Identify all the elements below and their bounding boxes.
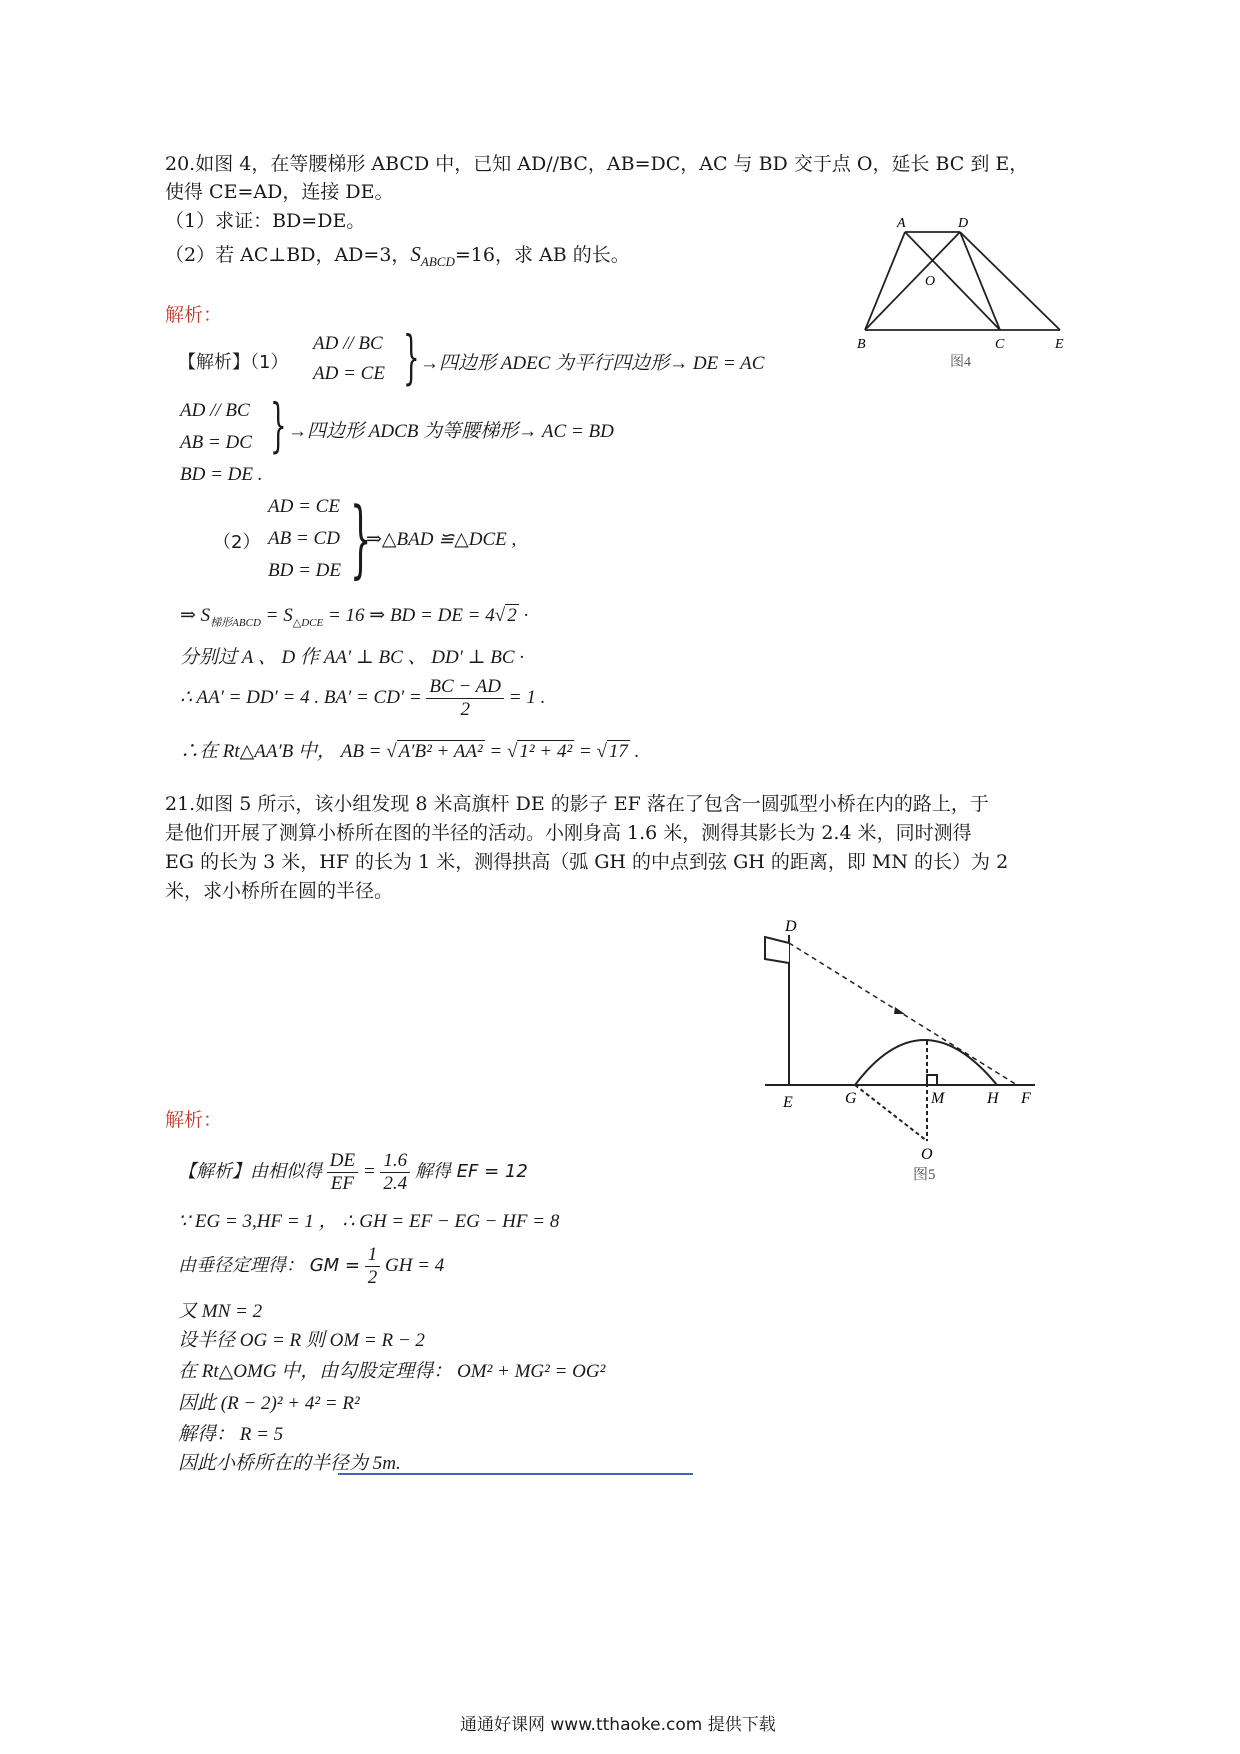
q20-sol-b1: AD // BC xyxy=(180,400,250,421)
q21-sol-c: 由垂径定理得： GM = $\frac{1}{2}$ GH = 4 xyxy=(178,1244,445,1288)
q20-sol-a2: AD = CE xyxy=(313,363,385,384)
fig5-label-e: E xyxy=(783,1094,793,1111)
q21-line3: EG 的长为 3 米，HF 的长为 1 米，测得拱高（弧 GH 的中点到弦 GH 的距离，即 MN 的长）为 2 xyxy=(165,851,1009,873)
fig4-label-b: B xyxy=(857,337,866,352)
q21-sol-a: 【解析】由相似得 $\frac{DE}{EF}$ = $\frac{1.6}{2.4}$ 解得 EF = 12 xyxy=(178,1150,528,1194)
figure-4 xyxy=(855,210,1075,370)
q20-sol-d2: AB = CD xyxy=(268,528,340,549)
q21-jiexi-label: 解析： xyxy=(165,1109,223,1131)
q20-sol-b-result: →四边形 ADCB 为等腰梯形→ AC = BD xyxy=(288,421,614,442)
q21-sol-g: 因此 (R − 2)² + 4² = R² xyxy=(178,1393,360,1414)
q21-line4: 米，求小桥所在圆的半径。 xyxy=(165,880,394,902)
underline-divider xyxy=(338,1473,693,1475)
fig4-label-c: C xyxy=(995,337,1005,352)
fig4-caption: 图4 xyxy=(950,355,971,370)
q20-line2: 使得 CE=AD，连接 DE。 xyxy=(165,181,394,203)
q20-sol-d3: BD = DE xyxy=(268,560,341,581)
q20-sol-brace-b: } xyxy=(270,391,287,459)
fig5-label-d: D xyxy=(785,918,797,935)
q20-sol-g: ∴ AA′ = DD′ = 4 . BA′ = CD′ = $\frac{BC - AD}{2}$ = 1 . xyxy=(180,676,546,720)
q20-sol-brace-a: } xyxy=(403,323,420,391)
q20-jiexi-label: 解析： xyxy=(165,304,223,326)
q21-sol-f: 在 Rt△OMG 中，由勾股定理得： OM² + MG² = OG² xyxy=(178,1361,606,1382)
fig4-label-e: E xyxy=(1055,337,1064,352)
q21-sol-h: 解得： R = 5 xyxy=(178,1424,284,1445)
q20-sol-a1: AD // BC xyxy=(313,333,383,354)
q21-line1: 21.如图 5 所示，该小组发现 8 米高旗杆 DE 的影子 EF 落在了包含一圆弧型小桥在内的路上，于 xyxy=(165,793,989,815)
fig5-label-h: H xyxy=(987,1090,999,1107)
figure-5 xyxy=(745,915,1045,1190)
q20-sol-brace-d: } xyxy=(350,489,372,587)
q20-sol-a-result: →四边形 ADEC 为平行四边形→ DE = AC xyxy=(420,353,765,374)
q20-line1: 20.如图 4，在等腰梯形 ABCD 中，已知 AD//BC，AB=DC，AC 与 BD 交于点 O，延长 BC 到 E， xyxy=(165,153,1029,175)
q20-sol-f: 分别过 A 、 D 作 AA′ ⊥ BC 、 DD′ ⊥ BC · xyxy=(180,647,524,668)
fig5-caption: 图5 xyxy=(913,1167,936,1183)
q21-sol-d: 又 MN = 2 xyxy=(178,1301,263,1322)
q20-part1: （1）求证：BD=DE。 xyxy=(165,210,366,232)
q20-sol-p2: （2） xyxy=(213,532,261,553)
q20-sol-d-result: ⇒△BAD ≌△DCE , xyxy=(366,529,517,550)
q20-sol-c: BD = DE . xyxy=(180,464,263,485)
q20-part2: （2）若 AC⊥BD，AD=3，$S_{ABCD}=16$，求 AB 的长。 xyxy=(165,242,630,269)
fig5-label-m: M xyxy=(931,1090,945,1107)
q21-line2: 是他们开展了测算小桥所在图的半径的活动。小刚身高 1.6 米，测得其影长为 2.4 米，同时测得 xyxy=(165,822,972,844)
q21-sol-b: ∵ EG = 3,HF = 1 ， ∴ GH = EF − EG − HF = 8 xyxy=(178,1211,560,1232)
fig4-label-o: O xyxy=(925,274,936,289)
fig4-label-a: A xyxy=(897,216,906,231)
q21-sol-e: 设半径 OG = R 则 OM = R − 2 xyxy=(178,1330,425,1351)
fig5-label-g: G xyxy=(845,1090,857,1107)
fig4-label-d: D xyxy=(958,216,969,231)
fig5-label-f: F xyxy=(1021,1090,1031,1107)
q21-sol-i: 因此小桥所在的半径为 5m. xyxy=(178,1453,401,1474)
q20-sol-d1: AD = CE xyxy=(268,496,340,517)
q20-sol-e: ⇒ $S_{梯形ABCD} = S_{\triangle DCE} = 16$ ⇒ BD = DE = 4√ 2 · xyxy=(180,605,529,629)
q20-sol-tag: 【解析】（1） xyxy=(178,352,289,373)
q20-sol-h: ∴在 Rt△AA′B 中， AB = √ A′B² + AA² = √ 1² + 4² = √ 17 . xyxy=(180,741,640,762)
page-footer: 通通好课网 www.tthaoke.com 提供下载 xyxy=(460,1715,776,1735)
fig5-label-o: O xyxy=(921,1146,933,1163)
q20-sol-b2: AB = DC xyxy=(180,432,252,453)
